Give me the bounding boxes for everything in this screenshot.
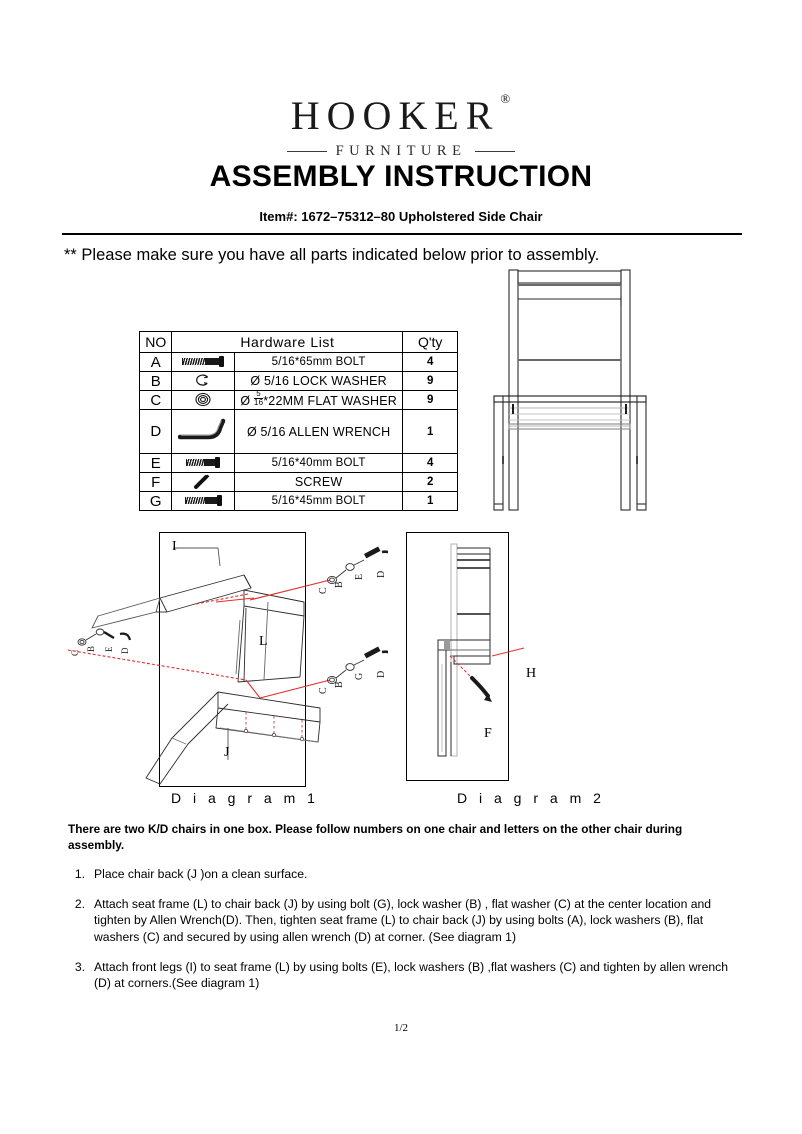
row-desc-c-pre: Ø: [240, 394, 254, 409]
table-row: [140, 410, 458, 454]
row-qty-a: 4: [403, 353, 458, 372]
page-title: ASSEMBLY INSTRUCTION: [209, 160, 593, 193]
hardware-list-table: [139, 331, 458, 511]
table-row: [140, 353, 458, 372]
lock-washer-icon: [172, 372, 234, 391]
step-number: 1.: [74, 867, 85, 881]
registered-trademark-icon: ®: [500, 90, 511, 106]
row-desc-a: 5/16*65mm BOLT: [234, 353, 402, 372]
diagram-1-caption: D i a g r a m 1: [171, 790, 319, 806]
row-letter-g: G: [140, 492, 172, 511]
screw-icon: [172, 473, 234, 492]
table-row: [140, 492, 458, 511]
diagram-2-label-h: H: [526, 666, 537, 681]
row-qty-f: 2: [403, 473, 458, 492]
row-desc-d: Ø 5/16 ALLEN WRENCH: [234, 410, 402, 454]
assembly-lead-note: There are two K/D chairs in one box. Please follow numbers on one chair and letters on the other chair during assembly.: [68, 822, 683, 852]
diagram-1-label-i: I: [172, 539, 177, 554]
diagram-2-caption: D i a g r a m 2: [457, 790, 605, 806]
row-letter-e: E: [140, 454, 172, 473]
row-qty-b: 9: [403, 372, 458, 391]
list-item: [68, 959, 736, 991]
row-letter-b: B: [140, 372, 172, 391]
svg-text:B: B: [334, 581, 345, 588]
table-row: [140, 473, 458, 492]
row-qty-d: 1: [403, 410, 458, 454]
row-letter-f: F: [140, 473, 172, 492]
column-header-hardware-list: Hardware List: [172, 332, 403, 353]
fraction-denominator: 16: [253, 397, 264, 407]
step-number: 2.: [74, 897, 85, 912]
item-number-line: Item#: 1672–75312–80 Upholstered Side Chair: [259, 209, 543, 224]
diagram-2-label-f: F: [484, 726, 492, 741]
step-number: 3.: [74, 959, 85, 974]
brand-rule-right: [475, 151, 515, 152]
svg-text:C: C: [318, 587, 329, 594]
header-divider: [62, 233, 742, 235]
row-desc-c: [234, 391, 402, 410]
assembly-steps-list: [68, 866, 736, 1005]
chair-front-view: [480, 268, 660, 520]
bolt-icon: [172, 492, 234, 511]
table-row: [140, 372, 458, 391]
row-qty-g: 1: [403, 492, 458, 511]
svg-text:B: B: [334, 681, 345, 688]
step-text: Place chair back (J )on a clean surface.: [94, 867, 308, 881]
row-desc-c-post: *22MM FLAT WASHER: [263, 394, 397, 409]
table-header-row: [140, 332, 458, 353]
row-letter-c: C: [140, 391, 172, 410]
page-number: 1/2: [393, 1022, 409, 1034]
brand-rule-left: [287, 151, 327, 152]
svg-text:G: G: [354, 672, 365, 680]
row-desc-e: 5/16*40mm BOLT: [234, 454, 402, 473]
diagram-1-label-j: J: [224, 745, 230, 760]
svg-text:B: B: [86, 645, 96, 652]
table-row: [140, 454, 458, 473]
brand-name: HOOKER®: [290, 90, 511, 138]
svg-text:C: C: [318, 687, 329, 694]
list-item: [68, 866, 736, 882]
diagram-1-label-l: L: [259, 634, 268, 649]
list-item: [68, 896, 736, 945]
allen-wrench-icon: [172, 410, 234, 454]
brand-subtitle: FURNITURE: [335, 143, 467, 159]
row-qty-e: 4: [403, 454, 458, 473]
bolt-icon: [172, 454, 234, 473]
step-text: Attach seat frame (L) to chair back (J) by using bolt (G), lock washer (B) , flat washer (C) at the center location and tighten by Allen Wrench(D). Then, tighten seat frame (L) to chair back (J) by using bolts (A), lock washers (B), flat washers (C) and secured by using allen wrench (D) at corner. (See diagram 1): [94, 897, 712, 944]
column-header-no: NO: [140, 332, 172, 353]
svg-text:D: D: [120, 647, 130, 654]
row-desc-b: Ø 5/16 LOCK WASHER: [234, 372, 402, 391]
row-desc-g: 5/16*45mm BOLT: [234, 492, 402, 511]
flat-washer-icon: [172, 391, 234, 410]
svg-text:E: E: [104, 646, 114, 652]
brand-subtitle-row: [0, 143, 802, 160]
svg-text:D: D: [376, 670, 387, 678]
svg-text:E: E: [354, 573, 365, 580]
step-text: Attach front legs (I) to seat frame (L) by using bolts (E), lock washers (B) ,flat washers (C) and tighten by allen wrench (D) at corners.(See diagram 1): [94, 959, 729, 991]
svg-text:C: C: [70, 649, 80, 656]
fraction-five-sixteenths: [254, 390, 263, 406]
parts-notice: ** Please make sure you have all parts indicated below prior to assembly.: [64, 246, 600, 264]
row-letter-a: A: [140, 353, 172, 372]
svg-text:D: D: [376, 570, 387, 578]
table-row: [140, 391, 458, 410]
row-desc-f: SCREW: [234, 473, 402, 492]
column-header-qty: Q'ty: [403, 332, 458, 353]
row-letter-d: D: [140, 410, 172, 454]
row-qty-c: 9: [403, 391, 458, 410]
fraction-numerator: 5: [256, 389, 261, 399]
bolt-icon: [172, 353, 234, 372]
brand-logo: [0, 90, 802, 160]
